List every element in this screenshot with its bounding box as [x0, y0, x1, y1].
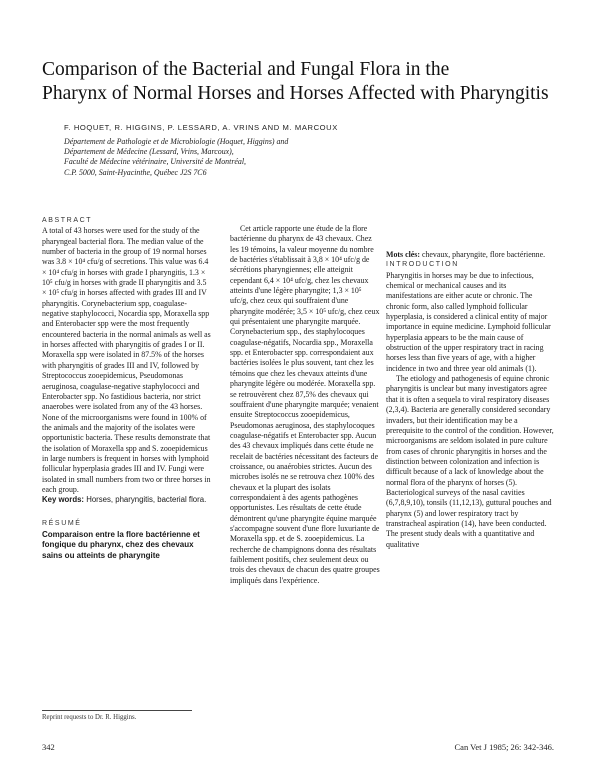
- introduction-paragraph-1: Pharyngitis in horses may be due to infectious, chemical or mechanical causes and its manifestations are either acute or chronic. The chronic form, also called lymphoid follicular hyperplasia, is considered a clinical entity of major importance in equine medicine. Lymphoid follicular hyperplasia appears to be the main cause of obstruction of the upper respiratory tract in racing horses less than five years of age, with a higher incidence in two and three year old animals (1).: [386, 270, 551, 373]
- resume-text: Cet article rapporte une étude de la flore bactérienne du pharynx de 43 chevaux. Chez les 19 témoins, la valeur moyenne du nombre de bactéries s'établissait à 3,8 × 10⁴ ufc/g de sécrétions pharyngiennes; elle atteignit cependant 6,4 × 10⁴ ufc/g, chez les chevaux atteints d'une légère pharyngite; 1,3 × 10⁵ ufc/g, chez ceux qui souffraient d'une pharyngite modérée; 3,5 × 10⁵ ufc/g, chez ceux qui présentaient une pharyngite marquée. Corynebacterium spp., des staphylocoques coagulase-négatifs, Nocardia spp., Moraxella spp. et Enterobacter spp. correspondaient aux bactéries isolées le plus souvent, tant chez les témoins que chez les chevaux atteints d'une pharyngite légère ou modérée. Moraxella spp. se retrouvèrent chez 87,5% des chevaux qui souffraient d'une pharyngite marquée; venaient ensuite Streptococcus zooepidemicus, Pseudomonas aeruginosa, des staphylocoques coagulase-négatifs et Enterobacter spp. Aucun des 43 chevaux impliqués dans cette étude ne recelait de bactéries nécessitant des facteurs de croissance, ou anaérobies strictes. Aucun des microbes isolés ne se retrouva chez 100% des chevaux et la plupart des isolats correspondaient à des agents pathogènes opportunistes. Les résultats de cette étude démontrent qu'une pharyngite équine marquée s'accompagne souvent d'une flore luxuriante de Moraxella spp. et de S. zooepidemicus. La recherche de champignons donna des résultats faiblement positifs, chez seulement deux ou trois des chevaux de chacun des quatre groupes impliqués dans l'expérience.: [230, 224, 380, 585]
- footnote-divider: [42, 710, 192, 711]
- title-line-1: Comparison of the Bacterial and Fungal Flora in the: [42, 59, 450, 80]
- introduction-paragraph-2: The etiology and pathogenesis of equine chronic pharyngitis is unclear but many investigators agree that it is often a sequela to viral respiratory diseases (2,3,4). Bacteria are generally considered secondary invaders, but their identification may be a prerequisite to the control of the condition. However, microorganisms are seldom isolated in pure culture from cases of chronic pharyngitis in horses and the distinction between colonization and infection is difficult because of a lack of knowledge about the normal flora of the pharynx of horses (5). Bacteriological surveys of the nasal cavities (6,7,8,9,10), tonsils (11,12,13), guttural pouches and pharynx (5) and lower respiratory tract by transtracheal aspiration (14), have been conducted. The present study deals with a quantitative and qualitative: [386, 374, 554, 549]
- footnote: Reprint requests to Dr. R. Higgins.: [42, 714, 137, 721]
- affiliation-line: Département de Médecine (Lessard, Vrins, Marcoux),: [64, 147, 234, 157]
- mots-cles-text: chevaux, pharyngite, flore bactérienne.: [419, 250, 546, 259]
- article-title: [42, 58, 562, 106]
- introduction-heading: INTRODUCTION: [386, 261, 459, 269]
- column-middle: [230, 224, 380, 586]
- affiliation: [64, 137, 464, 178]
- title-line-2: Pharynx of Normal Horses and Horses Affected with Pharyngitis: [42, 83, 549, 104]
- keywords-label: Key words:: [42, 495, 85, 505]
- affiliation-line: Faculté de Médecine vétérinaire, Université de Montréal,: [64, 157, 247, 167]
- affiliation-line: Département de Pathologie et de Microbiologie (Hoquet, Higgins) and: [64, 137, 289, 146]
- affiliation-line: C.P. 5000, Saint-Hyacinthe, Québec J2S 7C6: [64, 167, 207, 177]
- abstract-text: A total of 43 horses were used for the study of the pharyngeal bacterial flora. The median value of the number of bacteria in the group of 19 normal horses was 3.8 × 10⁴ cfu/g of secretions. This value was 6.4 × 10⁴ cfu/g in horses with grade I pharyngitis, 1.3 × 10⁵ cfu/g in horses with grade II pharyngitis and 3.5 × 10⁵ cfu/g in horses affected with grades III and IV pharyngitis. Corynebacterium spp, coagulase-negative staphylococci, Nocardia spp, Moraxella spp and Enterobacter spp were the most frequently encountered bacteria in the normal animals as well as in horses affected with pharyngitis of grades I or II. Moraxella spp were isolated in 87.5% of the horses with pharyngitis of grades III and IV, followed by Streptococcus zooepidemicus, Pseudomonas aeruginosa, coagulase-negative staphylococci and Enterobacter spp. No fastidious bacteria, nor strict anaerobes were isolated from any of the 43 horses. None of the microorganisms were found in 100% of the animals and the majority of the isolates were opportunistic bacteria. These results demonstrate that the isolation of Moraxella spp and S. zooepidemicus in large numbers is frequent in horses with lymphoid follicular hyperplasia grades III and IV. Fungi were isolated in small numbers from two or three horses in each group.: [42, 226, 211, 494]
- resume-title: Comparaison entre la flore bactérienne et fongique du pharynx, chez des chevaux sains ou atteints de pharyngite: [42, 529, 200, 560]
- keywords-text: Horses, pharyngitis, bacterial flora.: [84, 495, 207, 505]
- mots-cles-label: Mots clés:: [386, 250, 420, 259]
- abstract-heading: ABSTRACT: [42, 217, 93, 224]
- keywords: [42, 495, 212, 505]
- column-left: [42, 216, 212, 561]
- page-number: 342: [42, 742, 55, 752]
- column-right: [386, 250, 554, 550]
- mots-cles: [386, 250, 554, 260]
- resume-heading: RÉSUMÉ: [42, 520, 82, 528]
- journal-citation: Can Vet J 1985; 26: 342-346.: [454, 742, 554, 752]
- author-list: F. HOQUET, R. HIGGINS, P. LESSARD, A. VRINS AND M. MARCOUX: [64, 123, 338, 132]
